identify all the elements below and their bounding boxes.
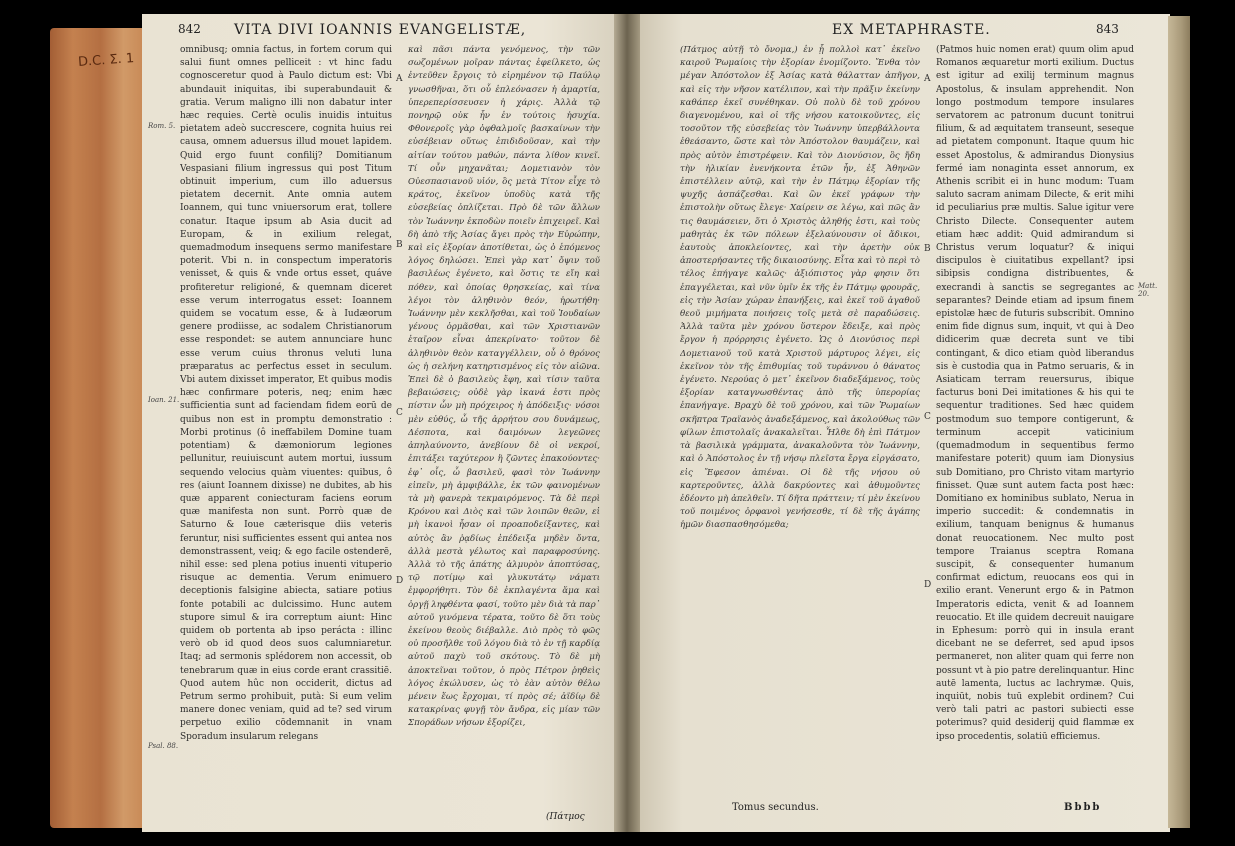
book-fore-edge-right (1168, 16, 1190, 828)
open-book (50, 10, 1190, 838)
book-fore-edge-left (50, 28, 142, 828)
left-page-number: 842 (178, 22, 201, 36)
greek-text: καὶ πᾶσι πάντα γενόμενος, τὴν τῶν σωζομένων μοῖραν πάντας ἐφείλκετο, ὡς ἐντεῦθεν ἔργοις τὸ εἰρημένον τῷ Παύλῳ γνωσθῆναι, ὅτι οὗ ἐπλεόνασεν ἡ ἁμαρτία, ὑπερεπερίσσευσεν ἡ χάρις. Ἀλλὰ τῷ πονηρῷ οὐκ ἦν ἐν τούτοις ἡσυχία. Φθονεροῖς γὰρ ὀφθαλμοῖς βασκαίνων τὴν εὐσέβειαν οὕτως ἐπιδιδοῦσαν, καὶ τὴν αἰτίαν τούτου μαθών, πάντα λίθον κινεῖ. Τί οὖν μηχανᾶται; Δομετιανὸν τὸν Οὐεσπασιανοῦ υἱόν, ὃς μετὰ Τίτον εἶχε τὸ κράτος, ἐκεῖνον ὑποδὺς κατὰ τῆς εὐσεβείας ὁπλίζεται. Πρὸ δὲ τῶν ἄλλων τὸν Ἰωάννην ἐκποδὼν ποιεῖν ἐπιχειρεῖ. Καὶ δὴ ἀπὸ τῆς Ἀσίας ἄγει πρὸς τὴν Εὐρώπην, καὶ εἰς ἐξορίαν ἀποτίθεται, ὡς ὁ ἑπόμενος λόγος δηλώσει. Ἐπεὶ γὰρ κατ᾿ ὄψιν τοῦ βασιλέως ἐγένετο, καὶ ὅστις τε εἴη καὶ πόθεν, καὶ ὁποίας θρησκείας, καὶ τίνα λέγοι τὸν ἀληθινὸν θεόν, ἠρωτήθη· Ἰωάννην μὲν κεκλῆσθαι, καὶ τοῦ Ἰουδαίων γένους ὁρμᾶσθαι, καὶ τῶν Χριστιανῶν ἑταῖρον εἶναι ἀπεκρίνατο· τοῦτον δὲ ἀληθινὸν θεὸν καταγγέλλειν, οὗ ὁ θρόνος ὡς ἡ σελήνη κατηρτισμένος εἰς τὸν αἰῶνα. Ἐπεὶ δὲ ὁ βασιλεὺς ἔφη, καὶ τίσιν ταῦτα βεβαιώσεις; οὐδὲ γὰρ ἱκανά ἐστι πρὸς πίστιν ὧν μὴ πρόχειρος ἡ ἀπόδειξις· νόσοι μὲν εὐθύς, ὦ τῆς ἀρρήτου σου δυνάμεως, Δέσποτα, καὶ δαιμόνων λεγεῶνες ἀπηλαύνοντο, ἀνεβίουν δὲ οἱ νεκροί, ἐπιτάξει ταχύτερον ἢ ζῶντες ἐπακούοντες· ἐφ᾿ οἷς, ὦ βασιλεῦ, φασὶ τὸν Ἰωάννην εἰπεῖν, μὴ ἀμφιβάλλε, ἐκ τῶν φαινομένων τὰ μὴ φανερὰ τεκμαιρόμενος. Τὰ δὲ περὶ Κρόνου καὶ Διὸς καὶ τῶν λοιπῶν θεῶν, εἰ μὴ ἱκανοὶ ἦσαν οἱ προαποδείξαντες, καὶ αὐτὸς ἂν ῥᾳδίως ἐπέδειξα μηδὲν ὄντα, ἀλλὰ μεστὰ γέλωτος καὶ παραφροσύνης. Ἀλλὰ τὸ τῆς ἀπάτης ἁλμυρὸν ἀποπτύσας, τῷ ποτίμῳ καὶ γλυκυτάτῳ νάματι ἐμφορήθητι. Τὸν δὲ ἐκπλαγέντα ἅμα καὶ ὀργῇ ληφθέντα φασί, τοῦτο μὲν διὰ τὰ παρ᾿ αὐτοῦ γινόμενα τέρατα, τοῦτο δὲ ὅτι τοὺς ἐκείνου θεοὺς διέβαλλε. Διὸ πρὸς τὸ φῶς οὐ προσῆλθε τοῦ λόγου διὰ τὸ ἐν τῇ καρδίᾳ αὐτοῦ παχὺ τοῦ σκότους. Τὸ δὲ μὴ ἀποκτεῖναι τοῦτον, ὁ πρὸς Πέτρον ῥηθεὶς λόγος ἐκώλυσεν, ὡς τὸ ἐὰν αὐτὸν θέλω μένειν ἕως ἔρχομαι, τί πρὸς σέ; ἀϊδίῳ δὲ κατακρίνας φυγῇ τὸν ἄνδρα, εἰς μίαν τῶν Σποράδων νήσων ἐξορίζει, (408, 45, 600, 729)
greek-text: (Πάτμος αὐτῇ τὸ ὄνομα,) ἐν ᾗ πολλοὶ κατ᾿ ἐκεῖνο καιροῦ Ῥωμαίοις τὴν ἐξορίαν ἐνομίζοντο. Ἔνθα τὸν μέγαν Ἀπόστολον ἐξ Ἀσίας κατὰ θάλατταν ἀπῆγον, καὶ εἰς τὴν νῆσον κατέλιπον, καὶ τὴν πρᾶξιν ἐκείνην καθάπερ ἐκεῖ συνέθηκαν. Οὐ πολὺ δὲ τοῦ χρόνου διαγενομένου, καὶ οἱ τῆς νήσου κατοικοῦντες, εἰς τοσοῦτον τῆς εὐσεβείας τὸν Ἰωάννην ὑπερβάλλοντα ἐθεάσαντο, ὥστε καὶ τὸν Ἀπόστολον θαυμάζειν, καὶ πρὸς αὐτὸν ἐπιστρέφειν. Καὶ τὸν Διονύσιον, ὃς ἤδη τὴν ἡλικίαν ἐνενήκοντα ἐτῶν ἦν, ἐξ Ἀθηνῶν ἐπιστέλλειν αὐτῷ, καὶ τὴν ἐν Πάτμῳ ἐξορίαν τῆς ψυχῆς ἀσπάζεσθαι. Καὶ ὢν ἐκεῖ γράφων τὴν ἐπιστολὴν οὕτως ἔλεγε· Χαίρειν σε λέγω, καὶ πῶς ἂν τις θαυμάσειεν, ὅτι ὁ Χριστὸς ἀληθής ἐστι, καὶ τοὺς μαθητὰς ἐκ τῶν πόλεων ἐξελαύνουσιν οἱ ἄδικοι, ἑαυτοὺς ἀποκλείοντες, καὶ τὴν ἀρετὴν οὐκ ἀποστερήσαντες τῆς δικαιοσύνης. Εἶτα καὶ τὸ περὶ τὸ τέλος ἐπήγαγε καλῶς· ἀξιόπιστος γὰρ φησιν ὅτι ἐπαγγέλεται, καὶ νῦν ὑμῖν ἐκ τῆς ἐν Πάτμῳ φρουρᾶς, εἰς τὴν Ἀσίαν χώραν ἐπανήξεις, καὶ ἐκεῖ τοῦ ἀγαθοῦ θεοῦ μιμήματα ποιήσεις τοῖς μετὰ σὲ παραδώσεις. Ἀλλὰ ταῦτα μὲν χρόνου ὕστερον ἔδειξε, καὶ πρὸς ἔργον ἡ πρόρρησις ἐγένετο. Ὡς ὁ Διονύσιος περὶ Δομετιανοῦ τοῦ κατὰ Χριστοῦ μάρτυρος λέγει, εἰς ἐκεῖνον τὸν τῆς ἐπιθυμίας τοῦ τυράννου ὁ θάνατος ἐγένετο. Νερούας ὁ μετ᾿ ἐκεῖνον διαδεξάμενος, τοὺς ἐξορίαν καταγνωσθέντας ἀπὸ τῆς ὑπερορίας ἐπανήγαγε. Βραχὺ δὲ τοῦ χρόνου, καὶ τῶν Ῥωμαίων σκῆπτρα Τραϊανὸς ἀναδεξάμενος, καὶ ἀκολούθως τῶν φίλων ἐπιστολαῖς ἀνακαλεῖται. Ἦλθε δὴ ἐπὶ Πάτμον τὰ βασιλικὰ γράμματα, ἀνακαλοῦντα τὸν Ἰωάννην, καὶ ὁ Ἀπόστολος ἐν τῇ νήσῳ πλεῖστα ἔργα εἰργάσατο, εἰς Ἔφεσον ἀπιέναι. Οἱ δὲ τῆς νήσου οὐ καρτεροῦντες, ἀλλὰ δακρύοντες καὶ ἀθυμοῦντες ἐδέοντο μὴ ἀπελθεῖν. Τί δῆτα πράττειν; τί μὲν ἐκείνου τοῦ ποιμένος ὀρφανοὶ γενήσεσθε, τί δὲ τῆς ἀγάπης ἡμῶν διασπασθησόμεθα; (680, 45, 920, 531)
column-letter: A (924, 74, 931, 84)
latin-text: (Patmos huic nomen erat) quum olim apud Romanos æquaretur morti exilium. Ductus est igitur ad exilij terminum magnus Apostolus, & insulam apprehendit. Non longo postmodum tempore insulares servatorem ac patronum ducunt tonitrui filium, & ad æquitatem transeunt, seseque ad pietatem componunt. Itaque quum hic esset Apostolus, & admirandus Dionysius fermé iam nonaginta esset annorum, ex Athenis scribit ei in hunc modum: Tuam saluto sacram animam Dilecte, & erit mihi id peculiarius præ multis. Salue igitur vere Christo Dilecte. Consequenter autem etiam hæc addit: Quid admirandum si Christus verum loquatur? & iniqui discipulos è ciuitatibus expellant? ipsi sibipsis condigna distribuentes, & execrandi à sanctis se segregantes ac separantes? Deinde etiam ad ipsum finem epistolæ hæc de futuris subscribit. Omnino enim fide dignus sum, inquit, vt qui à Deo didicerim quæ decreta sunt ve tibi contingant, & dico etiam quòd liberandus sis è custodia qua in Patmo seruaris, & in Asiaticam terram reuersurus, ibique facturus boni Dei imitationes & his qui te sequentur traditiones. Sed hæc quidem postmodum suo tempore contigerunt, & terminum accepit vaticinium (quemadmodum in sequentibus fermo manifestare poterit) quum iam Dionysius sub Domitiano, pro Christo vitam martyrio finisset. Quæ sunt autem facta post hæc: Domitiano ex hominibus sublato, Nerua in imperio succedit: & condemnatis in exilium, tanquam benignus & humanus donat reuocationem. Nec multo post tempore Traianus sceptra Romana suscipit, & consequenter humanum confirmat edictum, reuocans eos qui in exilio erant. Venerunt ergo & in Patmon Imperatoris edicta, venit & ad Ioannem reuocatio. Et ille quidem decreuit nauigare in Ephesum: porrò qui in insula erant dicebant ne se deferret, sed apud ipsos permaneret, non aliter quam qui ferre non possunt vt à pio patre derelinquantur. Hinc autē lamenta, luctus ac lachrymæ. Quis, inquiūt, nobis tuū explebit ordinem? Cui verò tali patri ac pastori subiecti esse poterimus? quid desiderij quid flammæ ex ipso procedentis, solatiū efficiemus. (936, 45, 1134, 742)
book-gutter (614, 14, 640, 832)
column-letter: A (396, 74, 403, 84)
column-letter: D (924, 580, 932, 590)
signature-mark: Bbbb (1064, 802, 1102, 813)
handwritten-shelfmark: D.C. Σ. 1 (77, 51, 135, 70)
margin-note-rom: Rom. 5. (148, 122, 176, 130)
column-letter: D (396, 576, 404, 586)
greek-column-right (680, 44, 920, 796)
left-page (142, 14, 614, 832)
latin-column-right (936, 44, 1134, 814)
right-page-number: 843 (1096, 22, 1119, 36)
margin-note-ioan: Ioan. 21. (148, 396, 180, 404)
margin-note-psal: Psal. 88. (148, 742, 179, 750)
right-running-head: EX METAPHRASTE. (832, 22, 991, 38)
right-page (640, 14, 1170, 832)
greek-column-left (408, 44, 600, 814)
column-letter: C (396, 408, 403, 418)
latin-column-left (180, 44, 392, 828)
column-letter: B (396, 240, 403, 250)
margin-note-matt: Matt. 20. (1138, 282, 1158, 298)
column-letter: C (924, 412, 931, 422)
greek-catchword: (Πάτμος (546, 812, 585, 822)
latin-text: omnibusq; omnia factus, in fortem corum qui salui fiunt omnes pelliceit : vt hinc fadu cognosceretur quod à Paulo dictum est: Vbi abundauit iniquitas, ibi superabundauit & gratia. Verum maligno illi non dabatur inter hæc requies. Certè oculis inuidis intuitus pietatem adeò succrescere, cognita huius rei causa, omnem aduersus illud mouet lapidem. Quid ergo fuunt confilij? Domitianum Vespasiani filium ingressus qui post Titum obtinuit imperium, cum illo aduersus pietatem decernit. Ante omnia autem Ioannem, qui tunc vniuersorum erat, tollere conatur. Itaque ipsum ab Asia ducit ad Europam, & in exilium relegat, quemadmodum insequens sermo manifestare poterit. Vbi n. in conspectum imperatoris venisset, & quis & vnde ortus esset, quáve profiteretur religioné, & quemnam diceret esse verum interrogatus esset: Ioannem quidem se vocatum esse, & à Iudæorum genere prodiisse, ac sodalem Christianorum esse respondet: se autem annunciare hunc esse verum cuius thronus veluti luna præparatus ac perfectus esset in seculum. Vbi autem dixisset imperator, Et quibus modis hæc confirmare poteris, neq; enim hæc sufficientia sunt ad faciendam fidem eorū de quibus non est in promptu demonstratio : Morbi protinus (ô ineffabilem Domine tuam potentiam) & dæmoniorum legiones pellunitur, reuiuiscunt autem mortui, iussum sequendo velocius quàm viuentes: quibus, ô res (aiunt Ioannem dixisse) ne dubites, ab his quæ apparent coniecturam faciens eorum quæ manifesta non sunt. Porrò quæ de Saturno & Ioue cæterisque diis veteris feruntur, nisi sufficientes essent qui antea nos demonstrassent, veiq; & ego facile ostenderē, nihil esse: sed plena potius inuenti vituperio risuque ac dementia. Verum enimuero deceptionis falsigine abiecta, satiare potius fonte potabili ac dulcissimo. Hunc autem stupore simul & ira correptum aiunt: Hinc quidem ob portenta ab ipso perácta : illinc verò ob id quod deos suos calumniaretur. Itaq; ad sermonis splédorem non accessit, ob tenebrarum quæ in eius corde erant crassitiē. Quod autem hûc non occiderit, dictus ad Petrum sermo prohibuit, putà: Si eum velim manere donec veniam, quid ad te? sed virum perpetuo exilio cōdemnanit in vnam Sporadum insularum relegans (180, 45, 392, 742)
volume-footer: Tomus secundus. (732, 802, 819, 813)
column-letter: B (924, 244, 931, 254)
left-running-head: VITA DIVI IOANNIS EVANGELISTÆ, (234, 22, 527, 38)
